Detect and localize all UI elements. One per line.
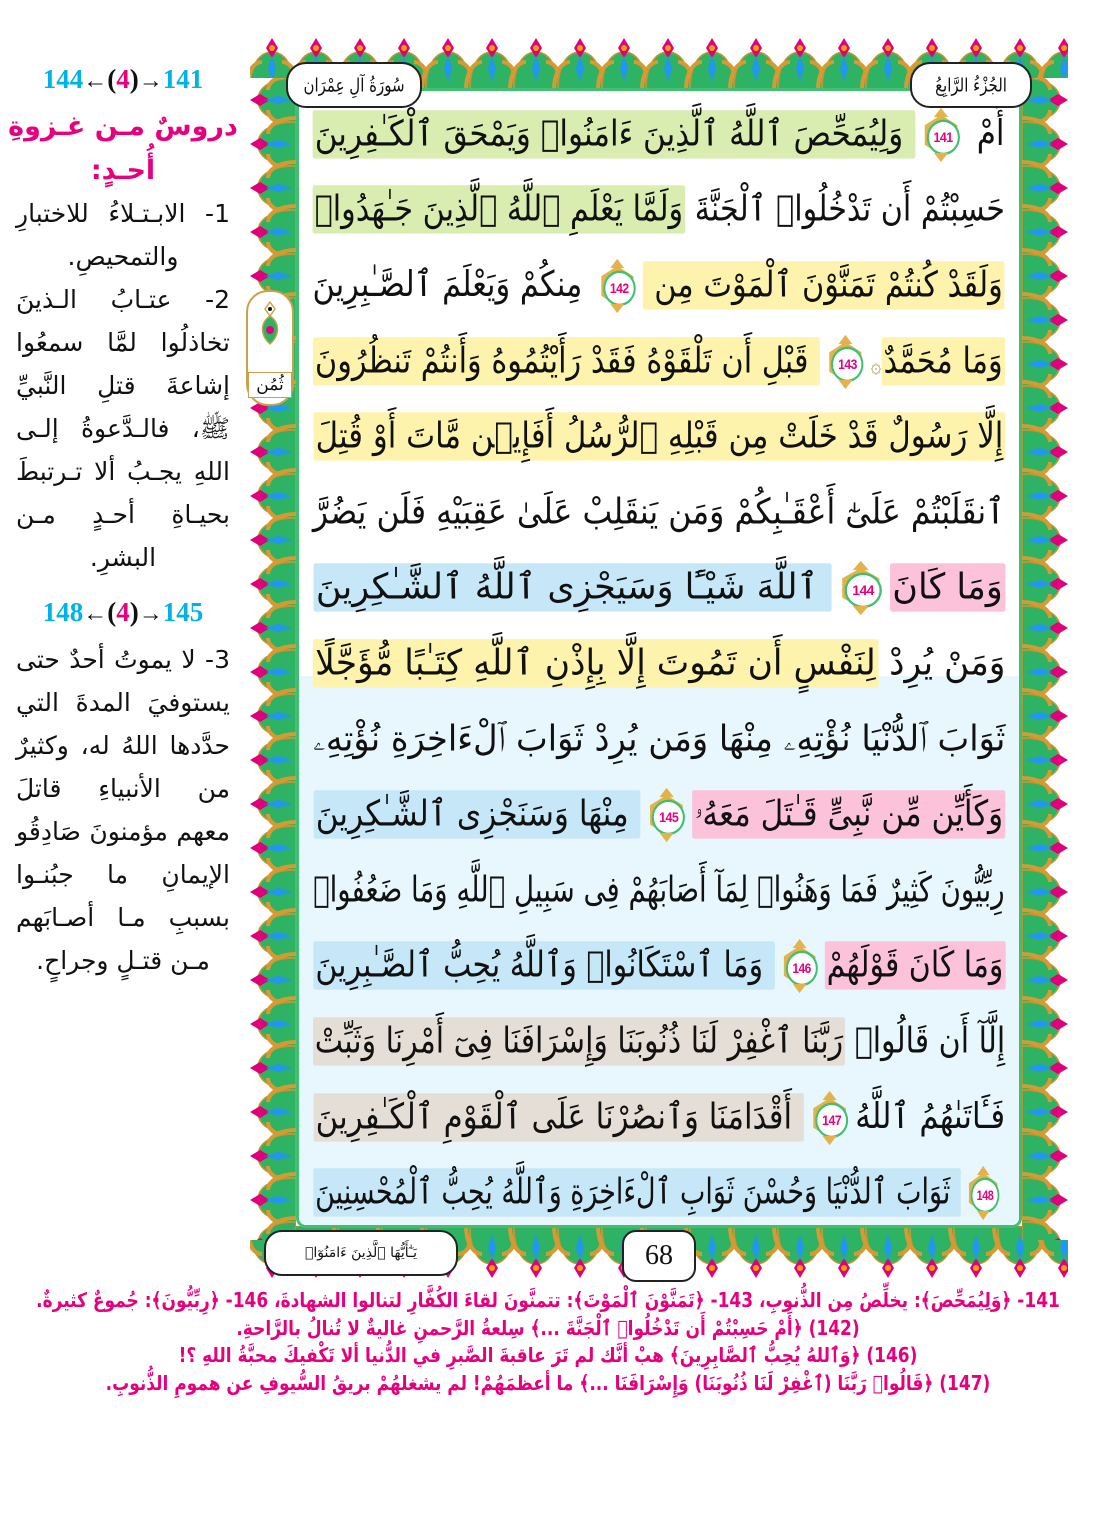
quran-line-text: [313, 869, 1005, 911]
thumn-ornament-icon: [257, 300, 283, 348]
footnote-line: (146) ﴿وَٱللهُ يُحِبُّ ٱلصَّابِرِينَ﴾ هبْ أنَّك لم تَرَ عاقبةَ الصَّبرِ في الدُّنيا ألا تَكْفيكَ محبَّةُ اللهِ ؟!: [178, 1344, 918, 1368]
range-mid-left-number: 148: [42, 597, 84, 628]
range-top-right-number: 141: [162, 64, 204, 94]
footnotes-block: [24, 1288, 1072, 1398]
thumn-label: ثُمُن: [248, 372, 292, 398]
highlighted-phrase: وَلِيُمَحِّصَ ٱللَّهُ ٱلَّذِينَ ءَامَنُوا۟ وَيَمْحَقَ ٱلْكَـٰفِرِينَ: [313, 109, 916, 157]
quran-line-text: [313, 415, 1005, 458]
highlighted-phrase: وَلَمَّا يَعْلَمِ ٱللَّهُ ٱلَّذِينَ جَـٰهَدُوا۟: [313, 186, 686, 234]
quran-line-text: [313, 491, 1005, 533]
verse-text: إِلَّآ أَن قَالُوا۟: [845, 1020, 1006, 1062]
verse-text: وَمَنْ يُرِدْ: [877, 642, 1006, 685]
quran-line: [299, 626, 1019, 702]
quran-line-text: [313, 565, 1005, 612]
highlighted-phrase: ثَوَابَ ٱلدُّنْيَا وَحُسْنَ ثَوَابِ ٱلْءَاخِرَةِ وَٱللَّهُ يُحِبُّ ٱلْمُحْسِنِينَ: [313, 1168, 960, 1216]
quran-line-text: [313, 1020, 1006, 1062]
highlighted-phrase: لِنَفْسٍ أَن تَمُوتَ إِلَّا بِإِذْنِ ٱللَّهِ كِتَـٰبًا مُّؤَجَّلًا: [313, 639, 878, 687]
quran-line: [299, 777, 1019, 853]
quran-line: [299, 702, 1019, 778]
verse-text: ٱنقَلَبْتُمْ عَلَىٰٓ أَعْقَـٰبِكُمْ وَمَن يَنقَلِبْ عَلَىٰ عَقِبَيْهِ فَلَن يَضُرَّ: [313, 491, 1005, 533]
margin-commentary: [0, 64, 246, 1264]
footnote-line: (147) ﴿قَالُوا۟ رَبَّنَا (ٱغْفِرْ لَنَا ذُنُوبَنَا) وَإِسْرَافَنَا ...﴾ ما أعظمَهُمْ! لم يشغلهُمْ بريقُ السُّيوفِ عن همومِ الذُّنوبِ.: [105, 1371, 991, 1396]
range-mid-right-number: 145: [162, 597, 204, 628]
verse-text: رِبِّيُّونَ كَثِيرٌ فَمَا وَهَنُوا۟ لِمَآ أَصَابَهُمْ فِى سَبِيلِ ٱللَّهِ وَمَا ضَعُفُوا۟: [313, 869, 1005, 911]
highlighted-phrase: ٱللَّهَ شَيْـًٔا وَسَيَجْزِى ٱللَّهُ ٱلشَّـٰكِرِينَ: [313, 563, 831, 611]
ayah-number-marker: 148: [962, 1170, 1003, 1217]
quran-page-frame: [250, 38, 1068, 1278]
highlighted-phrase: قَبْلِ أَن تَلْقَوْهُ فَقَدْ رَأَيْتُمُوهُ وَأَنتُمْ تَنظُرُونَ: [313, 336, 820, 384]
commentary-note-1: 1- الابـتـلاءُ للاختبارِ والتمحيصِ.: [16, 199, 230, 272]
ayah-number-marker: 146: [776, 943, 822, 990]
verse-text: ثَوَابَ ٱلدُّنْيَا نُؤْتِهِۦ مِنْهَا وَمَن يُرِدْ ثَوَابَ ٱلْءَاخِرَةِ نُؤْتِهِۦ: [312, 718, 1006, 760]
highlighted-phrase: أَقْدَامَنَا وَٱنصُرْنَا عَلَى ٱلْقَوْمِ ٱلْكَـٰفِرِينَ: [313, 1092, 803, 1140]
ornament-left-border: [250, 78, 296, 1240]
verse-range-mid: 148←(4)→145: [42, 597, 204, 628]
catchword-cartouche: [264, 1230, 458, 1276]
quran-line: [299, 248, 1019, 324]
surah-name-label: سُورَةُ آلِ عِمْرَان: [303, 73, 405, 97]
quran-line-text: [313, 111, 1005, 158]
ayah-number-marker: 144: [834, 565, 888, 612]
highlighted-phrase: وَمَا كَانَ: [890, 563, 1005, 611]
range-top-surah-number: 4: [116, 64, 130, 94]
quran-text-area: [296, 88, 1022, 1228]
quran-line: [299, 475, 1019, 551]
quran-line-text: [313, 1170, 1005, 1217]
footnote-line: (142) ﴿أَمْ حَسِبْتُمْ أَن تَدْخُلُوا۟ ٱلْجَنَّةَ ...﴾ سِلعةُ الرَّحمنِ غاليةٌ لا تُنالُ بالرَّاحةِ.: [236, 1316, 860, 1341]
quran-line-text: [313, 642, 1006, 685]
ayah-number-marker: 147: [806, 1094, 853, 1141]
ayah-number-marker: 142: [594, 262, 641, 309]
quran-line-text: [313, 262, 1005, 309]
highlighted-phrase: وَمَا كَانَ قَوْلَهُمْ: [824, 941, 1005, 989]
ayah-number-marker: 141: [918, 111, 966, 158]
quran-line: [299, 853, 1019, 929]
quran-line: [299, 324, 1019, 400]
commentary-heading: دروسٌ مـن غـزوةِ أُحـدٍ:: [8, 111, 238, 186]
quran-line: [299, 929, 1019, 1005]
juz-cartouche: [910, 62, 1032, 108]
verse-text: حَسِبْتُمْ أَن تَدْخُلُوا۟ ٱلْجَنَّةَ: [685, 189, 1006, 231]
quran-line-text: [312, 718, 1006, 760]
verse-text: مِنكُمْ وَيَعْلَمَ ٱلصَّـٰبِرِينَ: [312, 264, 593, 306]
quran-line-text: [313, 338, 1005, 385]
verse-text: أَمْ: [967, 112, 1005, 155]
quran-line-text: [313, 189, 1006, 231]
catchword-label: يَـٰٓأَيُّهَا ٱلَّذِينَ ءَامَنُوٓا۟: [304, 1245, 418, 1261]
ayah-number-marker: 143: [822, 338, 869, 385]
quran-lines-container: [299, 91, 1019, 1228]
quran-line: [299, 1004, 1019, 1080]
footnote-line: 141- ﴿وَلِيُمَحِّصَ﴾: يخلِّصُ مِن الذُّنوبِ، 143- ﴿تَمَنَّوْنَ ٱلْمَوْتَ﴾: تتمنَّونَ لقاءَ الكُفَّارِ لتنالوا الشهادةَ، 146- ﴿رِبِّيُّونَ﴾: جُموعٌ كثيرةٌ.: [36, 1289, 1060, 1313]
commentary-note-2: 2- عتـابُ الـذينَ تخاذلُوا لمَّا سمعُوا إشاعةَ قتلِ النَّبيِّ ﷺ، فالـدَّعوةُ إلـى اللهِ يجـبُ ألا تـرتبطَ بحيـاةِ أحـدٍ مـن البشرِ.: [16, 285, 230, 573]
range-top-left-number: 144: [42, 64, 84, 94]
thumn-marker: [246, 290, 294, 406]
quran-line: [299, 173, 1019, 249]
highlighted-phrase: إِلَّا رَسُولٌ قَدْ خَلَتْ مِن قَبْلِهِ ٱلرُّسُلُ أَفَإِي۟ن مَّاتَ أَوْ قُتِلَ: [313, 412, 1005, 460]
highlighted-phrase: وَمَا مُحَمَّدٌ: [882, 336, 1005, 384]
highlighted-phrase: مِنْهَا وَسَنَجْزِى ٱلشَّـٰكِرِينَ: [313, 790, 640, 838]
highlighted-phrase: وَلَقَدْ كُنتُمْ تَمَنَّوْنَ ٱلْمَوْتَ مِن: [643, 261, 1005, 309]
juz-label: الجُزْءُ الرَّابِعُ: [935, 73, 1007, 97]
verse-range-top: 144←(4)→141: [42, 64, 204, 94]
ornament-right-border: [1022, 78, 1068, 1240]
highlighted-phrase: وَمَا ٱسْتَكَانُوا۟ وَٱللَّهُ يُحِبُّ ٱلصَّـٰبِرِينَ: [313, 941, 774, 989]
quran-line: [299, 1155, 1019, 1228]
quran-line: [299, 399, 1019, 475]
highlighted-phrase: رَبَّنَا ٱغْفِرْ لَنَا ذُنُوبَنَا وَإِسْرَافَنَا فِىٓ أَمْرِنَا وَثَبِّتْ: [313, 1017, 845, 1065]
quran-line: [299, 97, 1019, 173]
range-mid-surah-number: 4: [116, 597, 130, 628]
verse-text: فَـَٔاتَىٰهُمُ ٱللَّهُ: [854, 1095, 1005, 1137]
commentary-note-3: 3- لا يموتُ أحدٌ حتى يستوفيَ المدةَ التي حدَّدها اللهُ له، وكثيرٌ من الأنبياءِ قاتلَ معهم مؤمنونَ صَادِقُو الإيمانِ ما جبُنـوا بسببِ مـا أصـابَهم مـن قتـلٍ وجراحٍ.: [16, 645, 230, 976]
quran-line: [299, 551, 1019, 627]
quran-line-text: [313, 792, 1005, 839]
highlighted-phrase: وَكَأَيِّن مِّن نَّبِىٍّ قَـٰتَلَ مَعَهُۥ: [692, 790, 1005, 838]
surah-name-cartouche: [286, 62, 422, 108]
page-number: [622, 1230, 696, 1282]
rub-el-hizb-icon: ۞: [870, 352, 882, 378]
quran-line-text: [313, 943, 1005, 990]
ayah-number-marker: 145: [642, 792, 690, 839]
quran-line: [299, 1080, 1019, 1156]
page-number-label: 68: [645, 1240, 673, 1271]
quran-line-text: [313, 1094, 1005, 1141]
